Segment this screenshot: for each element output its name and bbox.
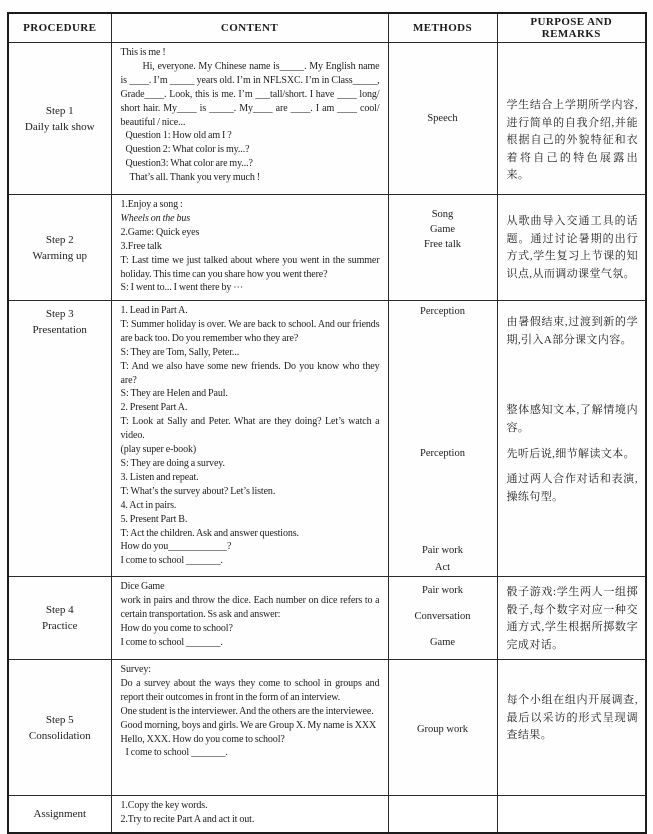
header-content: CONTENT (111, 13, 388, 43)
purpose-text: 整体感知文本,了解情境内容。 (506, 404, 638, 434)
content-line: T: Last time we just talked about where you went in the summer holiday. This time can you share how you went there? (120, 254, 380, 280)
purpose-cell (497, 301, 646, 577)
content-line: Wheels on the bus (120, 212, 191, 224)
purpose-text: 骰子游戏:学生两人一组掷骰子,每个数字对应一种交通方式,学生根据所掷数字完成对话。 (506, 586, 638, 651)
method-label: Game (429, 637, 456, 648)
content-line: Question3: What color are my...? (125, 158, 253, 170)
step-name: Warming up (32, 249, 87, 262)
content-line: Survey: (120, 664, 151, 675)
table-row-step3 (8, 301, 646, 577)
content-line: That’s all. Thank you very much ! (129, 172, 260, 184)
purpose-text: 由暑假结束,过渡到新的学期,引入A部分课文内容。 (506, 316, 638, 346)
purpose-cell (497, 43, 646, 195)
content-line: T: Act the children. Ask and answer questions. (120, 527, 299, 539)
method-label: Perception (420, 448, 465, 459)
content-line: T: What’s the survey about? Let’s listen. (120, 485, 276, 497)
methods-cell (388, 577, 497, 660)
content-line: I come to school _______. (120, 555, 223, 567)
table-row-step5 (8, 660, 646, 796)
content-line: 3.Free talk (120, 240, 162, 252)
content-line: 4. Act in pairs. (120, 499, 177, 511)
content-line: 1.Enjoy a song : (120, 199, 183, 210)
step-name: Practice (42, 620, 78, 632)
content-line: Question 2: What color is my...? (125, 144, 250, 156)
methods-cell (388, 43, 497, 195)
content-line: 2.Game: Quick eyes (120, 226, 200, 238)
content-line: One student is the interviewer. And the others are the interviewee. (120, 705, 374, 717)
step-name: Daily talk show (24, 120, 95, 133)
content-line: How do you____________? (120, 541, 232, 553)
purpose-text: 先听后说,细节解读文本。 (506, 448, 636, 460)
content-line: 3. Listen and repeat. (120, 471, 199, 483)
method-label: Perception (420, 306, 465, 317)
methods-cell (388, 796, 497, 834)
procedure-cell (8, 796, 111, 834)
content-line: Good morning, boys and girls. We are Group X. My name is XXX (120, 719, 377, 731)
content-line: (play super e-book) (120, 444, 197, 456)
header-purpose: PURPOSE AND REMARKS (497, 13, 646, 43)
content-cell (111, 195, 388, 301)
purpose-cell (497, 195, 646, 301)
content-line: S: They are Tom, Sally, Peter... (120, 346, 240, 358)
table-row-step2 (8, 195, 646, 301)
step-label: Step 5 (45, 713, 74, 726)
content-cell (111, 301, 388, 577)
procedure-cell (8, 577, 111, 660)
method-label: Speech (427, 112, 458, 124)
content-line: How do you come to school? (120, 622, 233, 634)
content-line: Dice Game (120, 581, 165, 592)
table-row-assignment (8, 796, 646, 834)
purpose-cell (497, 577, 646, 660)
content-line: I come to school _______. (125, 747, 228, 759)
table-row-step1 (8, 43, 646, 195)
procedure-cell (8, 43, 111, 195)
procedure-cell (8, 301, 111, 577)
content-cell (111, 796, 388, 834)
method-label: Song (431, 209, 454, 220)
procedure-cell (8, 660, 111, 796)
method-label: Pair work (421, 545, 464, 556)
content-line: S: They are Helen and Paul. (120, 388, 228, 400)
method-label: Act (434, 562, 451, 573)
content-line: Question 1: How old am I ? (125, 130, 232, 142)
methods-cell (388, 195, 497, 301)
content-cell (111, 577, 388, 660)
content-line: 5. Present Part B. (120, 513, 188, 525)
purpose-text: 从歌曲导入交通工具的话题。通过讨论暑期的出行方式,学生复习上节课的知识点,从而调动课堂气氛。 (506, 215, 638, 280)
method-label: Conversation (414, 611, 471, 622)
content-line: Hi, everyone. My Chinese name is_____. My English name is ____. I’m _____ years old. I’m in NFLSXC. I’m in Class_____, Grade____. Look, this is me. I’m ___tall/short. I have ____ long/ short hair. My____ is _____. My____ are ____. I am ____ cool/ beautiful / nice... (120, 60, 380, 128)
header-procedure: PROCEDURE (8, 13, 111, 43)
purpose-cell (497, 796, 646, 834)
method-label: Group work (416, 724, 469, 735)
content-line: T: And we also have some new friends. Do you know who they are? (120, 360, 380, 386)
method-label: Free talk (423, 239, 462, 250)
step-label: Step 2 (45, 233, 74, 246)
method-label: Game (429, 224, 456, 235)
step-label: Assignment (33, 808, 87, 820)
content-line: I come to school _______. (120, 636, 223, 648)
step-name: Presentation (32, 324, 87, 336)
content-line: This is me ! (120, 47, 166, 58)
table-row-step4 (8, 577, 646, 660)
content-line: Do a survey about the ways they come to school in groups and report their outcomes in front in the form of an interview. (120, 677, 380, 703)
header-methods: METHODS (388, 13, 497, 43)
lesson-plan-table (7, 12, 647, 834)
step-label: Step 3 (45, 308, 74, 320)
purpose-text: 学生结合上学期所学内容,进行简单的自我介绍,并能根据自己的外貌特征和衣着将自己的特色展露出来。 (506, 99, 638, 182)
content-line: 2. Present Part A. (120, 402, 188, 414)
content-line: T: Summer holiday is over. We are back to school. And our friends are back too. Do you remember who they are? (120, 318, 380, 344)
method-label: Pair work (421, 585, 464, 596)
purpose-text: 每个小组在组内开展调查,最后以采访的形式呈现调查结果。 (506, 694, 638, 742)
step-label: Step 4 (45, 604, 74, 616)
purpose-cell (497, 660, 646, 796)
content-line: 1. Lead in Part A. (120, 305, 188, 316)
content-cell (111, 660, 388, 796)
table-header-row (8, 13, 646, 43)
content-line: S: I went to... I went there by ⋯ (120, 282, 244, 294)
content-line: work in pairs and throw the dice. Each number on dice refers to a certain transportation. Ss ask and answer: (120, 594, 380, 620)
methods-cell (388, 301, 497, 577)
content-line: 2.Try to recite Part A and act it out. (120, 813, 255, 825)
content-cell (111, 43, 388, 195)
content-line: S: They are doing a survey. (120, 457, 225, 469)
step-label: Step 1 (45, 104, 74, 117)
procedure-cell (8, 195, 111, 301)
purpose-text: 通过两人合作对话和表演,操练句型。 (506, 473, 638, 503)
step-name: Consolidation (28, 729, 91, 742)
methods-cell (388, 660, 497, 796)
content-line: 1.Copy the key words. (120, 800, 208, 811)
content-line: T: Look at Sally and Peter. What are they doing? Let’s watch a video. (120, 416, 380, 442)
content-line: Hello, XXX. How do you come to school? (120, 733, 285, 745)
